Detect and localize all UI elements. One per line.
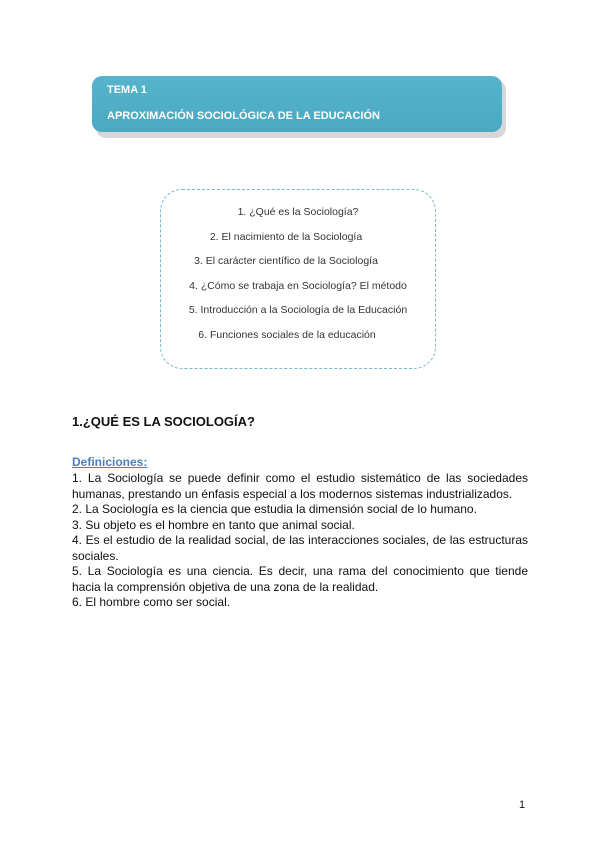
definitions-list (72, 471, 528, 611)
section-title: 1.¿QUÉ ES LA SOCIOLOGÍA? (72, 414, 255, 429)
toc-item: 6. Funciones sociales de la educación (198, 328, 376, 341)
toc-item: 3. El carácter científico de la Sociología (194, 255, 378, 267)
chapter-number: TEMA 1 (107, 84, 147, 96)
definition-item: 2. La Sociología es la ciencia que estudia la dimensión social de lo humano. (72, 502, 477, 516)
definition-item: 4. Es el estudio de la realidad social, de las interacciones sociales, de las estructuras sociales. (72, 533, 528, 563)
page-number: 1 (519, 799, 526, 811)
definitions-heading: Definiciones: (72, 455, 148, 469)
toc-item: 4. ¿Cómo se trabaja en Sociología? El método (189, 279, 407, 292)
definition-item: 6. El hombre como ser social. (72, 595, 231, 609)
chapter-banner (92, 76, 502, 132)
toc-item: 2. El nacimiento de la Sociología (209, 230, 363, 243)
definition-item: 1. La Sociología se puede definir como el estudio sistemático de las sociedades humanas, prestando un énfasis especial a los modernos sistemas industrializados. (72, 471, 528, 501)
toc-item: 1. ¿Qué es la Sociología? (237, 206, 359, 218)
definition-item: 5. La Sociología es una ciencia. Es decir, una rama del conocimiento que tiende hacia la comprensión objetiva de una zona de la realidad. (72, 564, 528, 594)
chapter-title: APROXIMACIÓN SOCIOLÓGICA DE LA EDUCACIÓN (107, 110, 380, 122)
toc-item: 5. Introducción a la Sociología de la Educación (188, 304, 408, 316)
definition-item: 3. Su objeto es el hombre en tanto que animal social. (72, 517, 355, 532)
toc-list (161, 204, 435, 351)
table-of-contents (160, 189, 436, 369)
